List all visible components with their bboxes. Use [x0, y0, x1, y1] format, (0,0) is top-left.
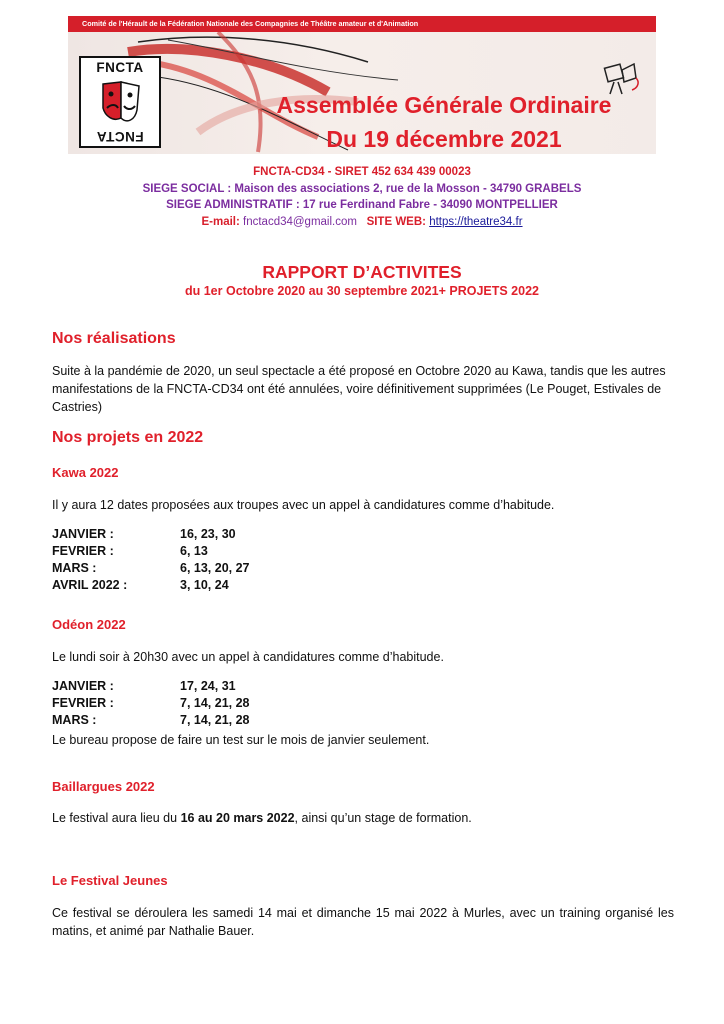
fncta-logo: [79, 56, 161, 148]
logo-text-top: FNCTA: [96, 60, 144, 75]
schedule-row: [52, 712, 250, 729]
schedule-dates: 3, 10, 24: [180, 578, 229, 592]
contact-line: [0, 214, 724, 231]
schedule-month: AVRIL 2022 :: [52, 578, 128, 592]
schedule-month: MARS :: [52, 713, 97, 727]
schedule-row: [52, 577, 250, 594]
kawa-heading: Kawa 2022: [52, 465, 119, 480]
realisations-text: Suite à la pandémie de 2020, un seul spectacle a été proposé en Octobre 2020 au Kawa, tandis que les autres manifestations de la FNCTA-CD34 ont été annulées, voire définitivement supprimées (Le Pouget, Estivales de Castries): [52, 364, 666, 414]
banner-title: [244, 88, 644, 154]
siret-line: FNCTA-CD34 - SIRET 452 634 439 00023: [253, 166, 471, 178]
schedule-dates: 16, 23, 30: [180, 527, 236, 541]
website-link[interactable]: https://theatre34.fr: [429, 215, 523, 228]
schedule-row: [52, 695, 250, 712]
banner-title-line2: Du 19 décembre 2021: [326, 126, 562, 152]
baillargues-text: [52, 809, 674, 827]
projets-heading: Nos projets en 2022: [52, 429, 204, 446]
siege-administratif-line: SIEGE ADMINISTRATIF : 17 rue Ferdinand Fabre - 34090 MONTPELLIER: [166, 199, 558, 211]
website-label: SITE WEB:: [366, 215, 426, 228]
schedule-row: [52, 678, 250, 695]
logo-text-bottom: FNCTA: [96, 129, 144, 144]
banner-strip: Comité de l'Hérault de la Fédération Nationale des Compagnies de Théâtre amateur et d'Animation: [68, 16, 656, 32]
banner-title-line1: Assemblée Générale Ordinaire: [276, 92, 612, 118]
baillargues-heading: Baillargues 2022: [52, 779, 155, 794]
odeon-schedule: [52, 678, 250, 729]
odeon-text: Le lundi soir à 20h30 avec un appel à candidatures comme d’habitude.: [52, 650, 444, 664]
festival-jeunes-heading: Le Festival Jeunes: [52, 873, 168, 888]
email-label: E-mail:: [201, 215, 240, 228]
baillargues-text-end: , ainsi qu’un stage de formation.: [294, 811, 472, 825]
schedule-month: FEVRIER :: [52, 544, 114, 558]
baillargues-text-start: Le festival aura lieu du: [52, 811, 181, 825]
schedule-dates: 6, 13: [180, 544, 208, 558]
siege-social-line: SIEGE SOCIAL : Maison des associations 2, rue de la Mosson - 34790 GRABELS: [142, 182, 582, 195]
schedule-month: FEVRIER :: [52, 696, 114, 710]
schedule-month: JANVIER :: [52, 527, 114, 541]
report-subtitle: du 1er Octobre 2020 au 30 septembre 2021+ PROJETS 2022: [184, 284, 539, 298]
schedule-month: JANVIER :: [52, 679, 114, 693]
realisations-heading: Nos réalisations: [52, 330, 176, 347]
odeon-heading: Odéon 2022: [52, 617, 126, 632]
schedule-dates: 17, 24, 31: [180, 679, 236, 693]
schedule-dates: 7, 14, 21, 28: [180, 713, 250, 727]
odeon-note: Le bureau propose de faire un test sur le mois de janvier seulement.: [52, 733, 430, 747]
kawa-schedule: [52, 526, 250, 594]
header-banner: [68, 16, 656, 154]
theatre-masks-icon: [99, 78, 143, 128]
festival-jeunes-text: Ce festival se déroulera les samedi 14 mai et dimanche 15 mai 2022 à Murles, avec un training organisé les matins, et animé par Nathalie Bauer.: [52, 906, 674, 938]
organisation-info: [0, 164, 724, 230]
report-title: RAPPORT D’ACTIVITES: [262, 262, 462, 282]
schedule-row: [52, 526, 250, 543]
email-link[interactable]: fnctacd34@gmail.com: [243, 215, 357, 228]
schedule-month: MARS :: [52, 561, 97, 575]
schedule-row: [52, 560, 250, 577]
schedule-row: [52, 543, 250, 560]
kawa-text: Il y aura 12 dates proposées aux troupes avec un appel à candidatures comme d’habitude.: [52, 498, 555, 512]
schedule-dates: 7, 14, 21, 28: [180, 696, 250, 710]
baillargues-dates: 16 au 20 mars 2022: [180, 811, 295, 825]
schedule-dates: 6, 13, 20, 27: [180, 561, 250, 575]
